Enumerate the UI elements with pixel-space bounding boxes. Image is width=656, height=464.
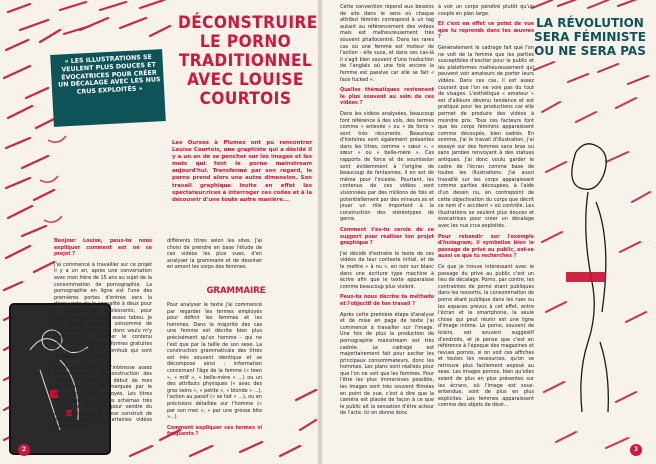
interview-answer: Ce que je trouve intéressant avec le passage du privé au public c'est un lieu de décalage. Porno, par contre, les contraintes de porno étant publiques dans les ressortis, la consommation de porno étant publique dans les rues ou les espaces prévus à cet effet, entre l'écran et le smartphone, la seule chose qui peut réunir est une ligne d'image intime. Le porno, souvent de loisirs, est souvent suggestif d'endroits, et je pense que c'est en référence à l'époque des magazines et revues pornos, si on voit ces affiches et toutes les ressources, qu'on se retrouve plus facilement exposé au sexe. Les images pornos, bien qu'elles soient de plus en plus présentes sur les écrans, où l'image est sous-entendue, sont de plus en plus explicites. Les femmes apparaissent comme des objets de désir...: [438, 263, 534, 409]
text-column-3: [340, 4, 434, 421]
title-line: DÉCONSTRUIRE: [178, 13, 318, 33]
text-column-2: [167, 238, 262, 275]
interview-answer: à voir un corps pénétré plutôt qu'un couple en plan large.: [438, 4, 534, 17]
lede-paragraph: Les Ourses à Plumes ont pu rencontrer Louise Courtois, une graphiste qui a décidé il y a un an de se pencher sur les images et les mots qui font le porno mainstream aujourd'hui. Transformé par son regard, le porno prend alors une autre dimension. Son travail graphique invite en effet les spectateur.rices à interroger ces codes et à la découvrir d'une toute autre manière...: [172, 140, 312, 203]
interview-question: Et c'est en effet ce point de vue que tu reprends dans tes œuvres ?: [438, 21, 534, 41]
interview-question: Peux-tu nous décrire ta méthode et l'objectif de ton travail ?: [340, 294, 434, 307]
interview-answer: Après cette première étape d'analyse et de mise en page de texte j'ai commencé à travailler sur l'image. Une fois de plus la production de pornographie mainstream est très cadrée. Le cadrage est majoritairement fait pour exciter les principaux consommateurs, donc les hommes. Les plans sont réalisés pour que l'on ne voit que les femmes. Pour l'être les plus immersives possible, les images sont très souvent filmées en point de vue, c'est à dire que la caméra est placée de façon à ce que le public ait la sensation d'être acteur de l'acte. Ici on donne donc: [340, 311, 434, 417]
interview-question: Comment expliquer ces termes si fréquents ?: [167, 424, 262, 438]
title-line: TRADITIONNEL: [178, 51, 313, 71]
interview-question: Bonjour Louise, peux-tu nous expliquer comment est né ce projet ?: [54, 238, 152, 258]
interview-answer: différents titres selon les sites. J'ai choisi de prendre en base l'étude de ces vidéos les plus vues, d'en analyser la grammaire et de dessiner en amont les corps des femmes.: [167, 238, 262, 271]
side-title-line: SERA FÉMINISTE: [534, 30, 646, 44]
text-column-4: [438, 4, 534, 413]
article-title: [178, 13, 318, 109]
interview-question: Pour rebondir sur l'exemple d'Instagram, il symbolise bien le passage de privé au public, est-ce aussi ce que tu recherches ?: [438, 233, 534, 260]
text-column-2b: [167, 302, 262, 442]
side-title-line: LA RÉVOLUTION: [536, 16, 644, 30]
interview-answer: Cette convention répond aux besoins de site dans le sens où chaque attribut féminin correspond à un tag autant au référencement des vidéos mais est malheureusement très souvent phallocentré. Dans les rares cas où une femme est moteur de l'action - elle suce, et dans ces cas-là il s'agit bien souvent d'une traduction de l'anglais où une fois encore la femme est passive car elle se fait « face fucked ».: [340, 4, 434, 83]
page-number: 3: [630, 444, 642, 456]
side-title: [530, 16, 650, 58]
page-number: 2: [18, 444, 30, 456]
title-line: AVEC LOUISE: [187, 70, 304, 90]
interview-answer: J'ai décidé d'extraire le texte de ces vidéos de leur contexte initial, et de le mettre « à nu », en noir sur blanc dans une écriture type machine à écrire afin que le texte apparaisse comme beaucoup plus violent.: [340, 250, 434, 290]
pull-quote: « LES ILLUSTRATIONS SE VEULENT PLUS DOUCES ET ÉVOCATRICES POUR CRÉER UN DÉCALAGE AVEC LES NUS CRUS EXPLOITÉS »: [57, 53, 161, 96]
title-line: LE PORNO: [199, 32, 292, 52]
side-title-line: OU NE SERA PAS: [534, 44, 646, 58]
interview-answer: Étant graphiste, je m'intéresse assez naturellement à la construction des images. Pourtant, au début de mes recherches, j'ai été marquée par le choix des mots employés. Les titres sont construits sur des schémas très simples et similaires pour vendre du contenu qui est lui aussi construit de manière répétitive. Certaines vidéos peuvent avoir: [54, 364, 152, 431]
right-page: [322, 0, 656, 464]
interview-answer: Dans les vidéos analysées, beaucoup font référence à des vols, des termes comme « enlevée » ou « de force » sont très récurrents. Beaucoup d'histoires sont également présentes dans les titres, comme « sœur », « sœur » ou « belle-mère ». Ces rapports de force et de soumission sont évidemment à l'origine de beaucoup de fantasmes, il en est de même pour l'inceste. Pourtant, les contenus de ces vidéos sont visionnées par des millions de fois et potentiellement par des mineurs.es et jouer un rôle important à la construction des stéréotypes de genre.: [340, 110, 434, 223]
title-line: COURTOIS: [199, 89, 292, 109]
interview-question: Quelles thématiques reviennent le plus souvent au sein de ces vidéos ?: [340, 87, 434, 107]
figure-illustration: [536, 92, 654, 464]
interview-answer: Pour analyser le texte j'ai commencé par regarder les termes employés pour définir les femmes et les hommes. Dans la majorité des cas une femme est décrite bien plus précisément qu'un homme - qui ne l'est que par la taille de son sexe. La construction grammaticale des titres est très souvent identique et se décompose ainsi : information concernant l'âge de la femme (« teen », « milf », « belle-mère » ...) ou un des attributs physiques (« avec des gros seins », « petite », « blonde » ...), l'action au passif (« se fait » ...), ou en précisions détaillée sur l'homme (« par son mec », « par une grosse bite »...).: [167, 302, 262, 421]
interview-answer: Généralement le cadrage fait que l'on ne voit de la femme que les parties susceptibles d'exciter pour le public et les plateformes malheureusement qui peuvent voir amateurs de porter leurs vidéos. Dans ces cas, il est assez courant que l'on ne voie pas du tout de visages. L'esthétique « amateur » est d'ailleurs devenu tendance et est pratiqué pour les productions car elle permet de produire des vidéos à moindre prix. Tous ces facteurs font que les corps féminins apparaissent comme découpés, bien cadrés. En somme, j'ai le travail d'illustration, j'ai essayé sur des femmes sans bras ou sans jambes renvoyant à des statues antiques. J'ai donc voulu garder le cadre de l'écran comme base de toutes les illustrations. J'ai aussi travaillé sur les corps apparaissant comme parties découpées, à l'aide d'un dessin nu, en contrepoint de cette objectivation du corps que décrit ce nom d'« accident » où contrôle. Les illustrations se veulent plus douces et évocatrices pour créer un décalage avec les nus crus exploités.: [438, 44, 534, 229]
interview-answer: J'ai commencé à travailler sur ce projet il y a un an, après une conversation avec mon frère de 15 ans au sujet de la consommation de pornographie. La pornographie en ligne est l'une des premières portes d'entrée vers la découverte de la sexualité à deux pour la majorité des adolescents, pour autant ce sujet reste assez tabou. Je n'ai jamais vraiment consommé de porno mainstream, j'ai donc voulu m'y intéresser et observer le contenu proposé sur des plate-formes gratuites comme Youporn ou Pornhub qui sont les sites les plus visités.: [54, 261, 152, 361]
section-heading: GRAMMAIRE: [206, 286, 266, 296]
interview-question: Comment t'es-tu servie de ce support pour réaliser ton projet graphique ?: [340, 227, 434, 247]
illustration-figure-right: [536, 92, 654, 464]
text-column-1: [54, 238, 152, 435]
left-page: [0, 0, 318, 464]
